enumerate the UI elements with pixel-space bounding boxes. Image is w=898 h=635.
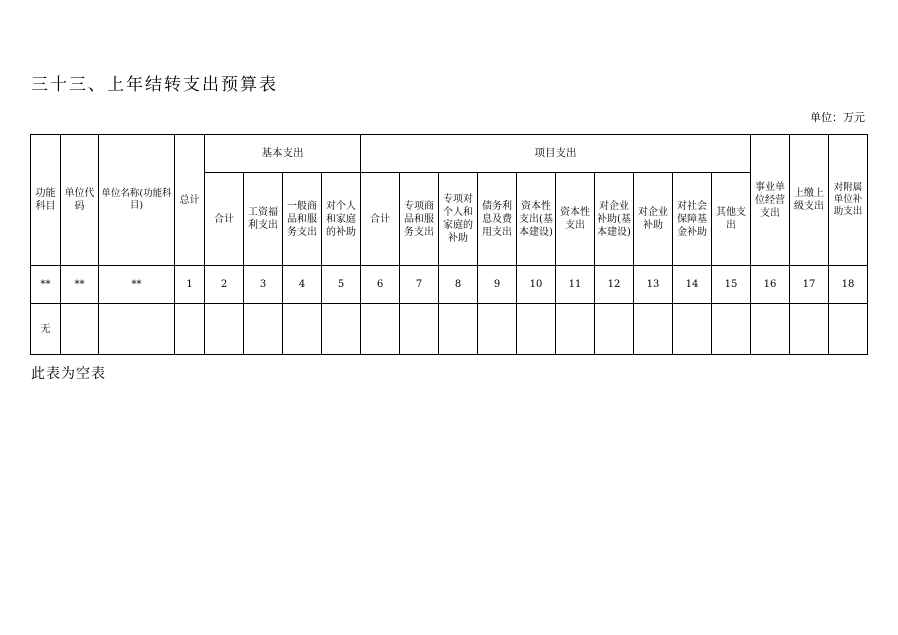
data-cell (517, 304, 556, 355)
header-basic-col: 对个人和家庭的补助 (322, 173, 361, 266)
data-cell (634, 304, 673, 355)
header-total: 总计 (175, 135, 205, 266)
header-project-col: 资本性支出(基本建设) (517, 173, 556, 266)
header-project-group: 项目支出 (361, 135, 751, 173)
data-cell (244, 304, 283, 355)
index-cell: 16 (751, 266, 790, 304)
data-cell (829, 304, 868, 355)
budget-table (30, 134, 868, 355)
index-cell: 8 (439, 266, 478, 304)
data-cell (400, 304, 439, 355)
index-cell: 9 (478, 266, 517, 304)
data-cell (556, 304, 595, 355)
data-cell: 无 (31, 304, 61, 355)
header-func-subject: 功能科目 (31, 135, 61, 266)
page-title: 三十三、上年结转支出预算表 (31, 75, 278, 95)
index-cell: ** (61, 266, 99, 304)
header-unit-name: 单位名称(功能科目) (99, 135, 175, 266)
header-project-col: 专项商品和服务支出 (400, 173, 439, 266)
header-project-col: 合计 (361, 173, 400, 266)
data-cell (790, 304, 829, 355)
empty-table-note: 此表为空表 (31, 366, 106, 382)
index-cell: ** (31, 266, 61, 304)
data-cell (99, 304, 175, 355)
data-cell (175, 304, 205, 355)
header-extra-col: 事业单位经营支出 (751, 135, 790, 266)
data-cell (361, 304, 400, 355)
index-cell: 15 (712, 266, 751, 304)
index-row (31, 266, 868, 304)
header-project-col: 债务利息及费用支出 (478, 173, 517, 266)
index-cell: 14 (673, 266, 712, 304)
header-basic-group: 基本支出 (205, 135, 361, 173)
header-project-col: 对企业补助(基本建设) (595, 173, 634, 266)
data-cell (283, 304, 322, 355)
data-cell (322, 304, 361, 355)
index-cell: ** (99, 266, 175, 304)
header-project-col: 专项对个人和家庭的补助 (439, 173, 478, 266)
data-cell (751, 304, 790, 355)
data-cell (712, 304, 751, 355)
header-project-col: 对企业补助 (634, 173, 673, 266)
data-cell (205, 304, 244, 355)
header-project-col: 资本性支出 (556, 173, 595, 266)
data-cell (478, 304, 517, 355)
index-cell: 10 (517, 266, 556, 304)
data-cell (595, 304, 634, 355)
header-unit-code: 单位代码 (61, 135, 99, 266)
index-cell: 1 (175, 266, 205, 304)
index-cell: 11 (556, 266, 595, 304)
header-project-col: 对社会保障基金补助 (673, 173, 712, 266)
index-cell: 7 (400, 266, 439, 304)
data-cell (439, 304, 478, 355)
index-cell: 6 (361, 266, 400, 304)
header-basic-col: 合计 (205, 173, 244, 266)
index-cell: 4 (283, 266, 322, 304)
index-cell: 5 (322, 266, 361, 304)
header-project-col: 其他支出 (712, 173, 751, 266)
header-basic-col: 一般商品和服务支出 (283, 173, 322, 266)
index-cell: 18 (829, 266, 868, 304)
table-row (31, 304, 868, 355)
index-cell: 3 (244, 266, 283, 304)
index-cell: 17 (790, 266, 829, 304)
unit-label: 单位：万元 (810, 111, 865, 124)
index-cell: 2 (205, 266, 244, 304)
data-cell (61, 304, 99, 355)
index-cell: 13 (634, 266, 673, 304)
header-extra-col: 对附属单位补助支出 (829, 135, 868, 266)
data-cell (673, 304, 712, 355)
index-cell: 12 (595, 266, 634, 304)
header-basic-col: 工资福利支出 (244, 173, 283, 266)
header-extra-col: 上缴上级支出 (790, 135, 829, 266)
